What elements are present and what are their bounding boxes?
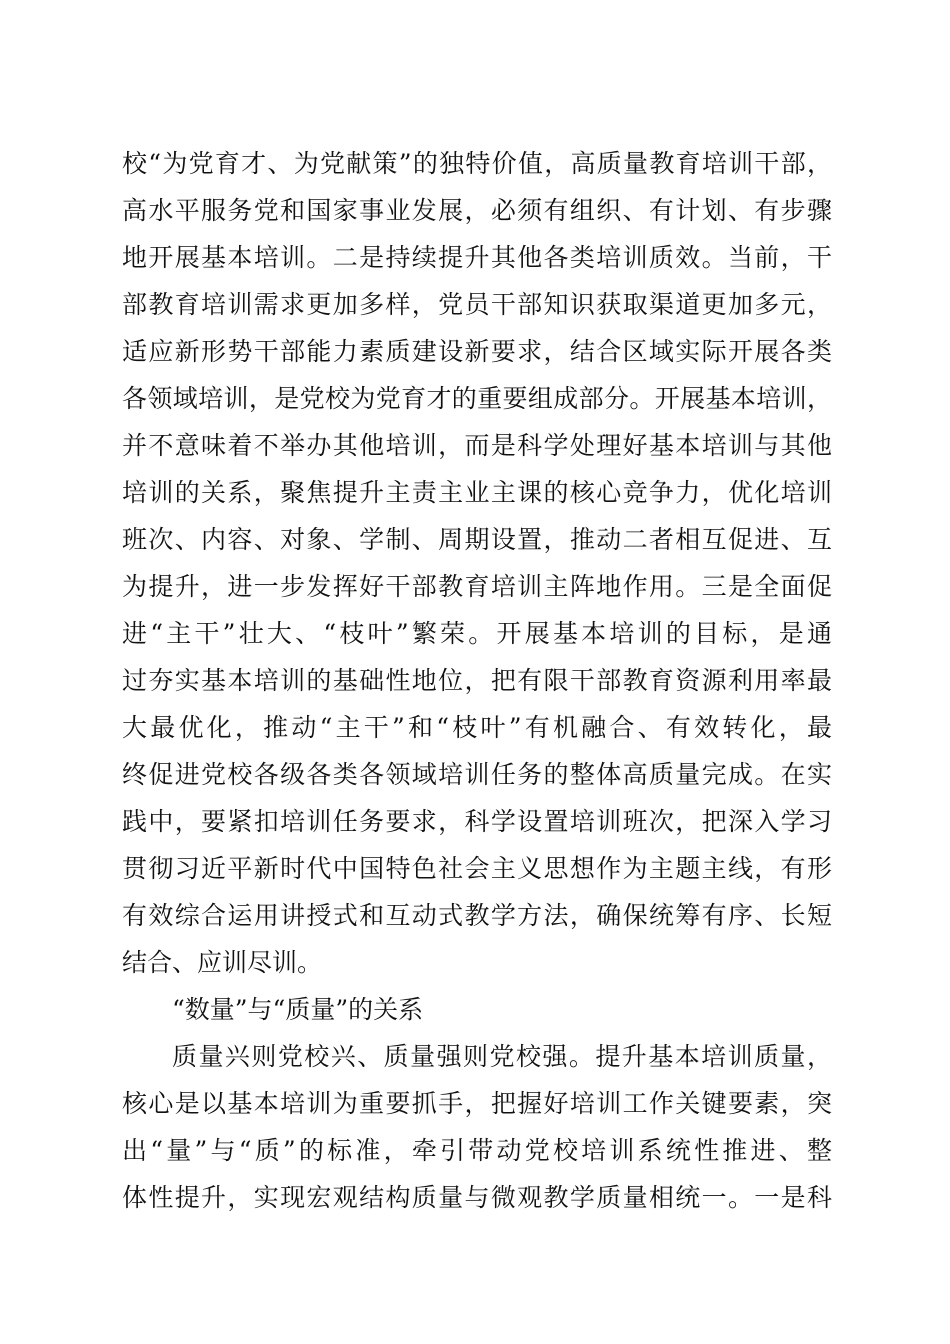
paragraph-line: 核心是以基本培训为重要抓手，把握好培训工作关键要素，突 [122,1089,832,1118]
paragraph-line: 终促进党校各级各类各领域培训任务的整体高质量完成。在实 [122,760,832,789]
paragraph-line: 结合、应训尽训。 [122,948,323,977]
paragraph-line: 进“主干”壮大、“枝叶”繁荣。开展基本培训的目标，是通 [122,619,832,648]
paragraph-line: 各领域培训，是党校为党育才的重要组成部分。开展基本培训， [122,384,832,413]
paragraph-line: 适应新形势干部能力素质建设新要求，结合区域实际开展各类 [122,337,832,366]
paragraph-line: 体性提升，实现宏观结构质量与微观教学质量相统一。一是科 [122,1183,832,1212]
paragraph-line: 部教育培训需求更加多样，党员干部知识获取渠道更加多元， [122,290,832,319]
paragraph-line: 为提升，进一步发挥好干部教育培训主阵地作用。三是全面促 [122,572,832,601]
paragraph-line: 践中，要紧扣培训任务要求，科学设置培训班次，把深入学习 [122,807,832,836]
paragraph-line: 大最优化，推动“主干”和“枝叶”有机融合、有效转化，最 [122,713,832,742]
paragraph-line: 地开展基本培训。二是持续提升其他各类培训质效。当前，干 [122,243,832,272]
paragraph-line: 班次、内容、对象、学制、周期设置，推动二者相互促进、互 [122,525,832,554]
paragraph-line: 高水平服务党和国家事业发展，必须有组织、有计划、有步骤 [122,196,832,225]
paragraph-line: 培训的关系，聚焦提升主责主业主课的核心竞争力，优化培训 [122,478,832,507]
paragraph-line: 并不意味着不举办其他培训，而是科学处理好基本培训与其他 [122,431,832,460]
paragraph-line: 贯彻习近平新时代中国特色社会主义思想作为主题主线，有形 [122,854,832,883]
section-heading: “数量”与“质量”的关系 [172,995,424,1024]
paragraph-line: 有效综合运用讲授式和互动式教学方法，确保统筹有序、长短 [122,901,832,930]
paragraph-line: 过夯实基本培训的基础性地位，把有限干部教育资源利用率最 [122,666,832,695]
paragraph-line: 质量兴则党校兴、质量强则党校强。提升基本培训质量， [172,1042,832,1071]
paragraph-line: 出“量”与“质”的标准，牵引带动党校培训系统性推进、整 [122,1136,832,1165]
paragraph-line: 校“为党育才、为党献策”的独特价值，高质量教育培训干部， [122,149,832,178]
